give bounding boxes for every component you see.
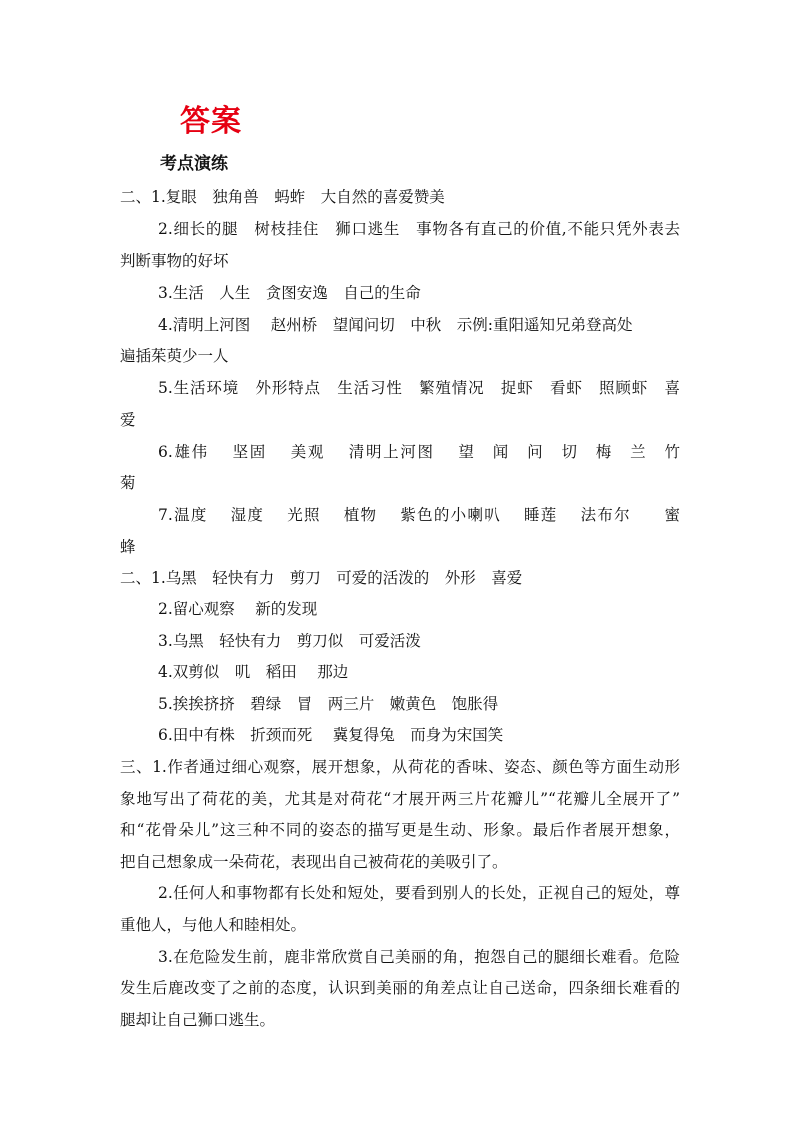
answer-line: 3.在危险发生前，鹿非常欣赏自己美丽的角，抱怨自己的腿细长难看。危险 (158, 948, 680, 966)
answer-line: 判断事物的好坏 (120, 252, 229, 270)
page-title: 答案 (180, 104, 242, 139)
answer-line: 6.雄伟 坚固 美观 清明上河图 望 闻 问 切 梅 兰 竹 (158, 443, 680, 461)
answer-line: 2.细长的腿 树枝挂住 狮口逃生 事物各有直己的价值,不能只凭外表去 (158, 220, 680, 238)
answer-line: 7.温度 湿度 光照 植物 紫色的小喇叭 睡莲 法布尔 蜜 (158, 506, 680, 524)
answer-line: 重他人，与他人和睦相处。 (120, 916, 307, 934)
answer-line: 5.挨挨挤挤 碧绿 冒 两三片 嫩黄色 饱胀得 (158, 695, 499, 713)
answer-line: 6.田中有株 折颈而死 冀复得兔 而身为宋国笑 (158, 726, 504, 744)
answer-line: 三、1.作者通过细心观察，展开想象，从荷花的香味、姿态、颜色等方面生动形 (120, 758, 680, 776)
answer-line: 把自己想象成一朵荷花，表现出自己被荷花的美吸引了。 (120, 853, 508, 871)
answer-line: 2.留心观察 新的发现 (158, 600, 318, 618)
answer-line: 3.乌黑 轻快有力 剪刀似 可爱活泼 (158, 632, 421, 650)
answer-line: 发生后鹿改变了之前的态度，认识到美丽的角差点让自己送命，四条细长难看的 (120, 979, 680, 997)
answer-line: 和“花骨朵儿”这三种不同的姿态的描写更是生动、形象。最后作者展开想象， (120, 821, 680, 839)
section-heading: 考点演练 (160, 154, 228, 174)
answer-line: 蜂 (120, 538, 136, 556)
answer-line: 二、1.复眼 独角兽 蚂蚱 大自然的喜爱赞美 (120, 188, 445, 206)
answer-line: 5.生活环境 外形特点 生活习性 繁殖情况 捉虾 看虾 照顾虾 喜 (158, 379, 680, 397)
answer-line: 爱 (120, 411, 136, 429)
answer-line: 腿却让自己狮口逃生。 (120, 1011, 276, 1029)
answer-line: 4.清明上河图 赵州桥 望闻问切 中秋 示例:重阳遥知兄弟登高处 (158, 316, 633, 334)
answer-line: 二、1.乌黑 轻快有力 剪刀 可爱的活泼的 外形 喜爱 (120, 569, 523, 587)
answer-line: 遍插茱萸少一人 (120, 347, 229, 365)
answer-line: 菊 (120, 474, 136, 492)
answer-line: 3.生活 人生 贪图安逸 自己的生命 (158, 284, 421, 302)
answer-line: 4.双剪似 叽 稻田 那边 (158, 663, 349, 681)
answer-line: 2.任何人和事物都有长处和短处，要看到别人的长处，正视自己的短处，尊 (158, 884, 680, 902)
answer-line: 象地写出了荷花的美，尤其是对荷花“才展开两三片花瓣儿”“花瓣儿全展开了” (120, 790, 680, 808)
